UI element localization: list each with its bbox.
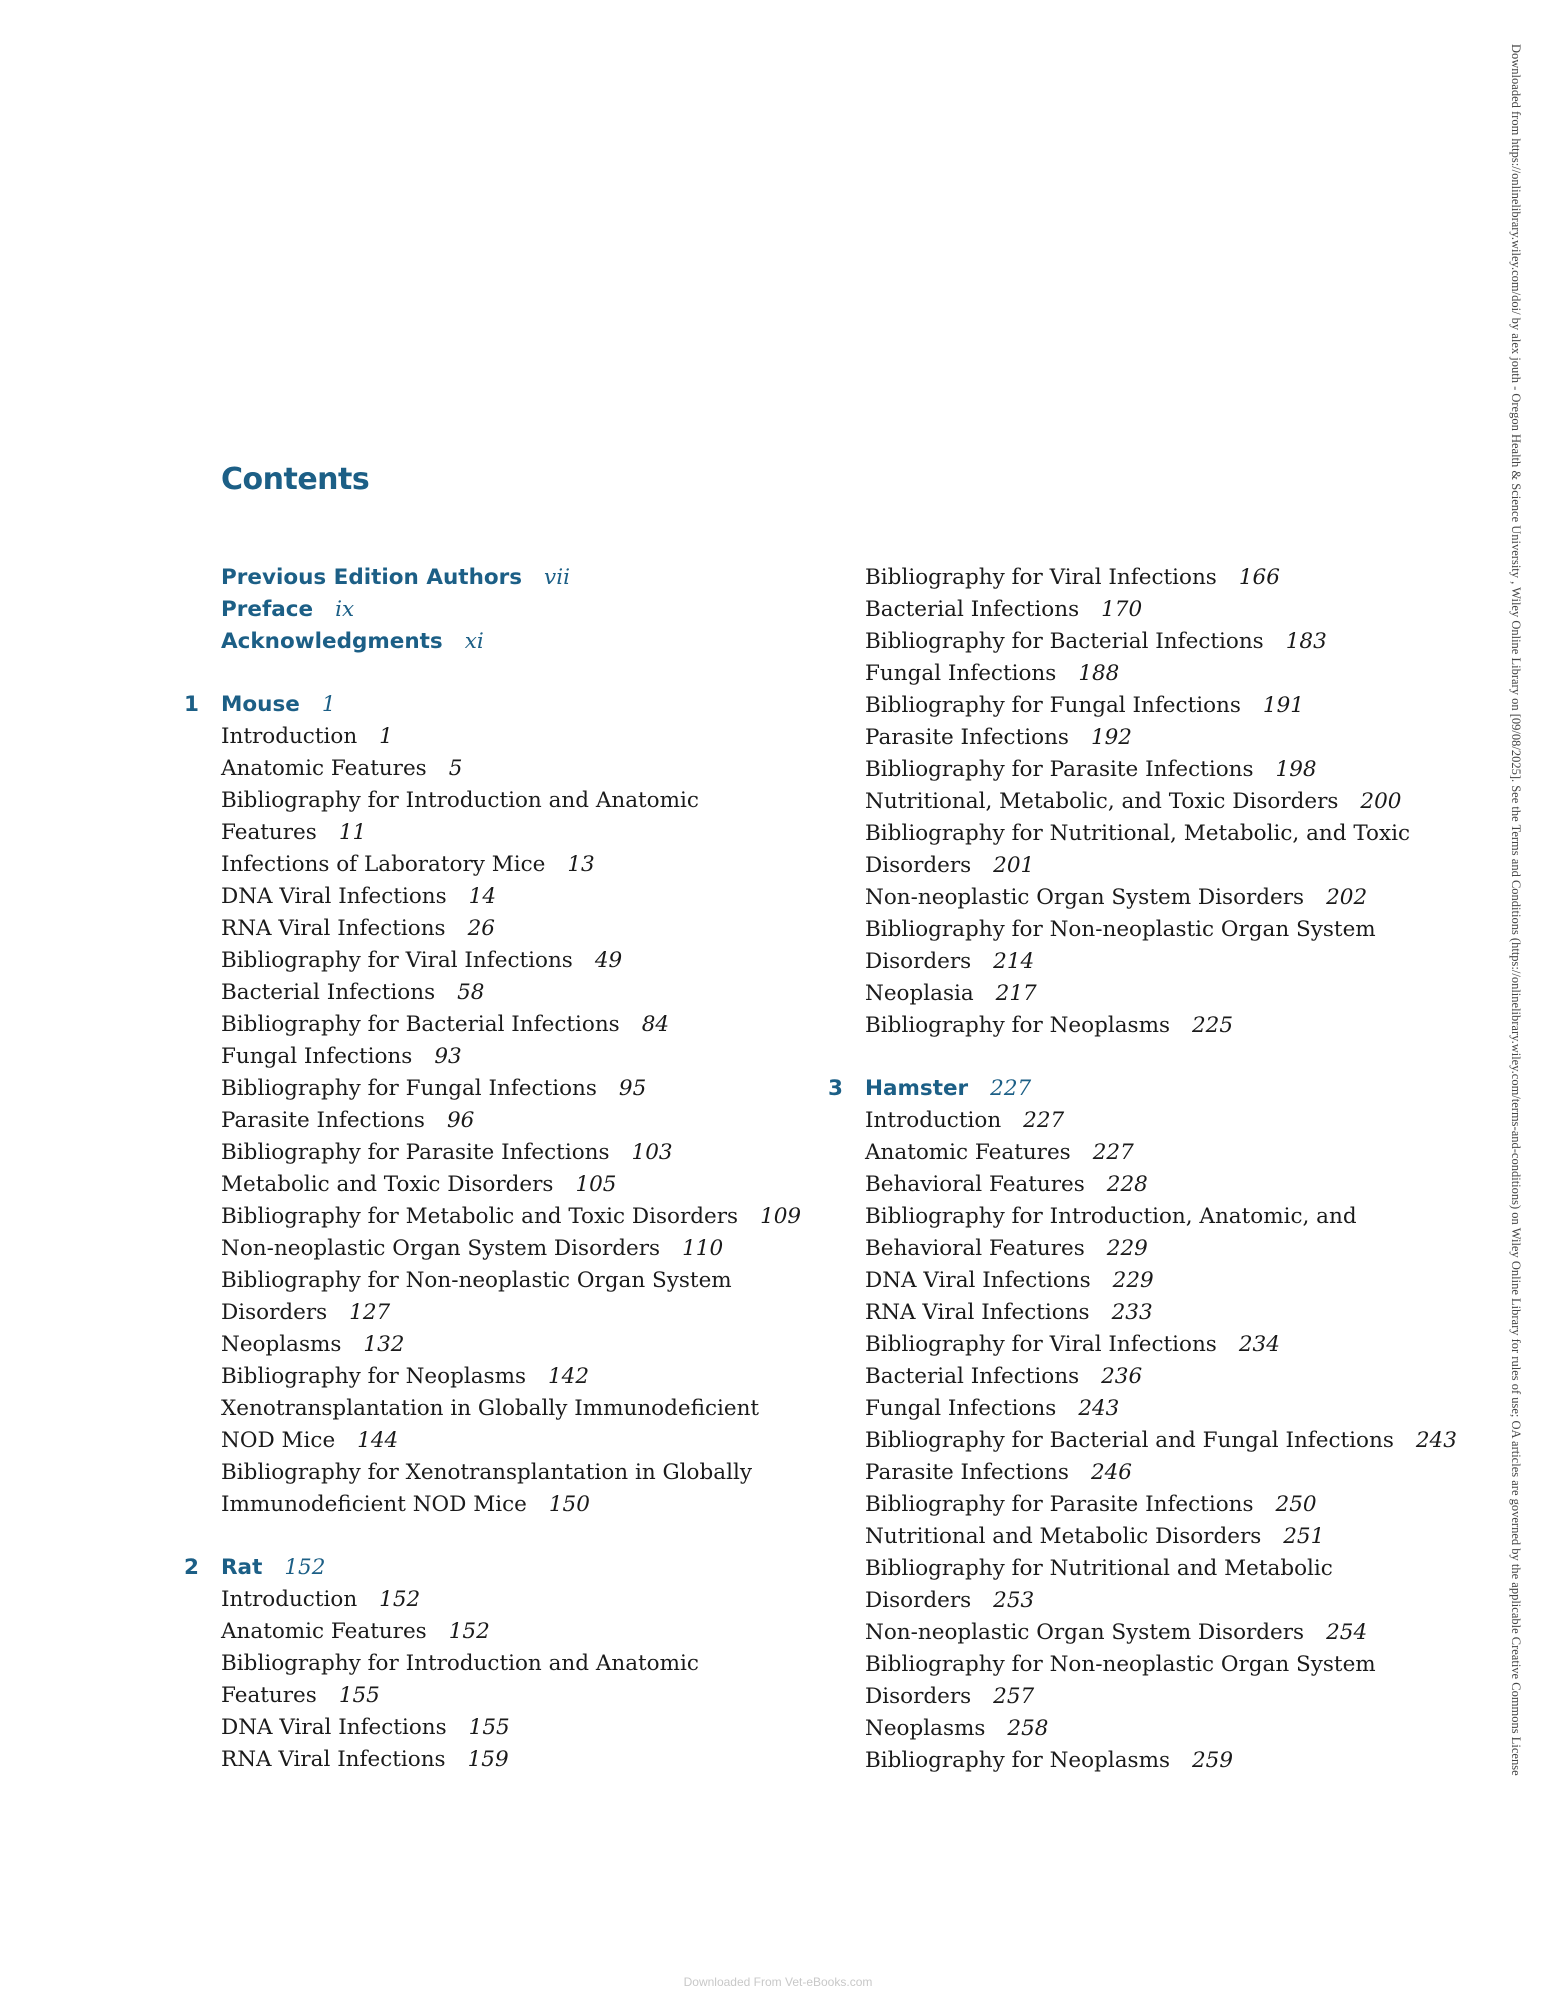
toc-entry (865, 1233, 1505, 1265)
toc-entry (865, 818, 1505, 850)
toc-entry (221, 1265, 861, 1297)
toc-page-number: 253 (993, 1588, 1035, 1613)
toc-entry (865, 1297, 1505, 1329)
toc-entry (865, 722, 1505, 754)
toc-front-matter-entry (221, 594, 861, 626)
toc-entry-title: Bibliography for Introduction, Anatomic, and (865, 1204, 1357, 1229)
toc-page-number: 14 (468, 884, 497, 909)
toc-spacer (221, 1521, 861, 1552)
toc-page-number: vii (544, 565, 570, 590)
toc-entry-title: Nutritional and Metabolic Disorders (865, 1524, 1262, 1549)
toc-entry-title: Bibliography for Neoplasms (865, 1748, 1170, 1773)
toc-entry (221, 1297, 861, 1329)
toc-page-number: 166 (1238, 565, 1280, 590)
toc-entry (865, 1585, 1505, 1617)
toc-entry-title: Bibliography for Bacterial Infections (865, 629, 1264, 654)
toc-page-number: 200 (1360, 789, 1402, 814)
toc-page-number: 155 (338, 1683, 380, 1708)
toc-entry (865, 978, 1505, 1010)
toc-entry (865, 1745, 1505, 1777)
toc-entry-title: Parasite Infections (865, 725, 1069, 750)
toc-entry (865, 882, 1505, 914)
toc-entry (865, 1169, 1505, 1201)
toc-page-number: 1 (379, 724, 393, 749)
toc-page-number: 229 (1112, 1268, 1154, 1293)
toc-entry (221, 1712, 861, 1744)
toc-page-number: 49 (594, 948, 623, 973)
toc-entry (865, 850, 1505, 882)
toc-entry (865, 1329, 1505, 1361)
toc-page-number: 254 (1326, 1620, 1368, 1645)
toc-page-number: 109 (760, 1204, 802, 1229)
toc-entry-title: Bibliography for Non-neoplastic Organ System (865, 917, 1376, 942)
toc-entry-title: Acknowledgments (221, 629, 443, 654)
toc-page-number: 95 (618, 1076, 647, 1101)
toc-entry-title: Features (221, 1683, 317, 1708)
toc-page-number: 110 (682, 1236, 724, 1261)
toc-entry-title: Bibliography for Parasite Infections (865, 757, 1254, 782)
toc-page-number: 233 (1111, 1300, 1153, 1325)
side-notice-text: Downloaded from https://onlinelibrary.wiley.com/doi/ by alex jouth - Oregon Health & Science University , Wiley Online Library on [09/08/2025]. See the Terms and Conditions (https://onlinelibrary.wiley.com/terms-and-conditions) on Wiley Online Library for rules of use; OA articles are governed by the applicable Creative Commons License (1509, 44, 1523, 1776)
toc-entry-title: DNA Viral Infections (221, 1715, 447, 1740)
toc-page-number: 191 (1262, 693, 1304, 718)
toc-spacer (865, 1042, 1505, 1073)
toc-page-number: 103 (631, 1140, 673, 1165)
toc-entry-title: Bibliography for Nutritional and Metabolic (865, 1556, 1333, 1581)
toc-entry-title: Bibliography for Fungal Infections (221, 1076, 597, 1101)
toc-entry (221, 1233, 861, 1265)
chapter-number: 2 (184, 1555, 199, 1580)
chapter-number: 1 (184, 692, 199, 717)
toc-page-number: 243 (1415, 1428, 1457, 1453)
toc-entry (865, 786, 1505, 818)
toc-entry-title: Immunodeficient NOD Mice (221, 1492, 527, 1517)
toc-spacer (221, 658, 861, 689)
toc-entry-title: Disorders (221, 1300, 328, 1325)
toc-entry (221, 1457, 861, 1489)
toc-entry (221, 1744, 861, 1776)
toc-entry-title: Bibliography for Viral Infections (865, 1332, 1217, 1357)
toc-page-number: 258 (1007, 1716, 1049, 1741)
toc-entry-title: Fungal Infections (865, 661, 1057, 686)
toc-page-number: 144 (357, 1428, 399, 1453)
toc-entry-title: Anatomic Features (221, 1619, 427, 1644)
toc-page-number: 227 (1092, 1140, 1134, 1165)
toc-page-number: 229 (1106, 1236, 1148, 1261)
toc-entry-title: Non-neoplastic Organ System Disorders (221, 1236, 661, 1261)
toc-entry-title: Neoplasms (221, 1332, 342, 1357)
toc-entry (221, 753, 861, 785)
toc-page-number: 183 (1285, 629, 1327, 654)
toc-entry-title: Introduction (221, 724, 358, 749)
toc-page-number: 127 (349, 1300, 391, 1325)
toc-entry (865, 1010, 1505, 1042)
toc-entry (865, 1393, 1505, 1425)
toc-page-number: 259 (1192, 1748, 1234, 1773)
toc-entry (221, 1041, 861, 1073)
toc-entry-title: Disorders (865, 853, 972, 878)
toc-page-number: 170 (1101, 597, 1143, 622)
toc-entry-title: Bibliography for Metabolic and Toxic Disorders (221, 1204, 739, 1229)
toc-entry-title: Neoplasms (865, 1716, 986, 1741)
toc-entry (865, 1713, 1505, 1745)
toc-page-number: 132 (363, 1332, 405, 1357)
toc-entry-title: Parasite Infections (865, 1460, 1069, 1485)
toc-entry (865, 1489, 1505, 1521)
toc-entry (865, 1457, 1505, 1489)
toc-entry-title: Bacterial Infections (865, 1364, 1080, 1389)
toc-entry-title: Bibliography for Introduction and Anatomic (221, 1651, 699, 1676)
toc-entry-title: Bibliography for Neoplasms (221, 1364, 526, 1389)
toc-entry (221, 1584, 861, 1616)
toc-entry-title: Preface (221, 597, 314, 622)
toc-entry (221, 817, 861, 849)
toc-page-number: 227 (990, 1076, 1032, 1101)
toc-entry (221, 977, 861, 1009)
toc-entry (221, 1489, 861, 1521)
toc-entry (865, 658, 1505, 690)
toc-entry-title: RNA Viral Infections (221, 916, 446, 941)
toc-entry-title: Mouse (221, 692, 300, 717)
toc-entry (221, 1137, 861, 1169)
toc-entry-title: Bibliography for Non-neoplastic Organ System (865, 1652, 1376, 1677)
toc-entry-title: Anatomic Features (221, 756, 427, 781)
toc-page-number: 150 (548, 1492, 590, 1517)
toc-entry (221, 881, 861, 913)
toc-front-matter-entry (221, 562, 861, 594)
toc-page-number: 250 (1275, 1492, 1317, 1517)
footer-watermark: Downloaded From Vet-eBooks.com (683, 1975, 873, 1989)
toc-entry-title: Neoplasia (865, 981, 974, 1006)
toc-entry-title: Nutritional, Metabolic, and Toxic Disorders (865, 789, 1339, 814)
toc-entry (865, 754, 1505, 786)
toc-entry-title: Disorders (865, 949, 972, 974)
toc-page-number: 234 (1238, 1332, 1280, 1357)
toc-entry (865, 594, 1505, 626)
toc-entry-title: Infections of Laboratory Mice (221, 852, 546, 877)
toc-entry-title: Bacterial Infections (221, 980, 436, 1005)
toc-left-column (184, 562, 861, 1776)
toc-entry (221, 1073, 861, 1105)
toc-entry-title: Xenotransplantation in Globally Immunodeficient (221, 1396, 760, 1421)
toc-entry-title: NOD Mice (221, 1428, 336, 1453)
toc-entry-title: Behavioral Features (865, 1172, 1085, 1197)
toc-page-number: 11 (338, 820, 367, 845)
toc-entry-title: Metabolic and Toxic Disorders (221, 1172, 554, 1197)
toc-page-number: 198 (1275, 757, 1317, 782)
toc-entry-title: Bibliography for Parasite Infections (865, 1492, 1254, 1517)
toc-entry-title: RNA Viral Infections (221, 1747, 446, 1772)
side-download-notice (1511, 44, 1525, 1964)
toc-page-number: 159 (467, 1747, 509, 1772)
toc-entry-title: Bibliography for Parasite Infections (221, 1140, 610, 1165)
toc-entry (221, 1169, 861, 1201)
toc-page-number: ix (335, 597, 355, 622)
toc-entry (221, 1648, 861, 1680)
toc-page-number: 105 (575, 1172, 617, 1197)
toc-front-matter-entry (221, 626, 861, 658)
toc-entry-title: Hamster (865, 1076, 969, 1101)
toc-entry-title: Non-neoplastic Organ System Disorders (865, 1620, 1305, 1645)
toc-page-number: 152 (448, 1619, 490, 1644)
toc-page-number: 225 (1192, 1013, 1234, 1038)
toc-page-number: 13 (567, 852, 595, 877)
toc-page-number: 246 (1090, 1460, 1132, 1485)
toc-page-number: 188 (1078, 661, 1120, 686)
toc-entry (221, 1009, 861, 1041)
toc-entry-title: DNA Viral Infections (221, 884, 447, 909)
toc-entry-title: Bibliography for Bacterial Infections (221, 1012, 620, 1037)
toc-entry-title: Bibliography for Non-neoplastic Organ System (221, 1268, 732, 1293)
toc-page-number: 217 (995, 981, 1037, 1006)
toc-entry (865, 690, 1505, 722)
toc-entry-title: Parasite Infections (221, 1108, 425, 1133)
toc-entry-title: Bacterial Infections (865, 597, 1080, 622)
toc-entry (221, 1680, 861, 1712)
toc-page-number: 202 (1326, 885, 1368, 910)
toc-entry (221, 945, 861, 977)
toc-entry (221, 1105, 861, 1137)
toc-entry-title: Bibliography for Bacterial and Fungal Infections (865, 1428, 1394, 1453)
toc-entry (865, 1361, 1505, 1393)
toc-entry (221, 849, 861, 881)
toc-entry (221, 721, 861, 753)
toc-entry-title: Non-neoplastic Organ System Disorders (865, 885, 1305, 910)
toc-page-number: 227 (1023, 1108, 1065, 1133)
toc-entry-title: Anatomic Features (865, 1140, 1071, 1165)
toc-page-number: 84 (641, 1012, 670, 1037)
toc-page-number: 201 (993, 853, 1035, 878)
toc-page-number: 192 (1090, 725, 1132, 750)
toc-entry-title: Disorders (865, 1588, 972, 1613)
toc-page-number: 236 (1101, 1364, 1143, 1389)
toc-entry (221, 1329, 861, 1361)
toc-page-number: 243 (1078, 1396, 1120, 1421)
toc-entry (865, 914, 1505, 946)
toc-page-number: 251 (1283, 1524, 1325, 1549)
toc-entry (221, 1425, 861, 1457)
toc-page-number: 155 (468, 1715, 510, 1740)
toc-page-number: 257 (993, 1684, 1035, 1709)
toc-entry (865, 1137, 1505, 1169)
toc-entry (221, 1361, 861, 1393)
toc-page-number: 5 (448, 756, 463, 781)
toc-entry (221, 785, 861, 817)
toc-page-number: 96 (446, 1108, 475, 1133)
toc-chapter-heading (184, 689, 861, 721)
toc-entry (221, 1393, 861, 1425)
toc-entry-title: Previous Edition Authors (221, 565, 523, 590)
toc-entry-title: DNA Viral Infections (865, 1268, 1091, 1293)
toc-chapter-heading (828, 1073, 1505, 1105)
toc-page-number: 93 (434, 1044, 462, 1069)
toc-entry (865, 562, 1505, 594)
toc-entry-title: Fungal Infections (865, 1396, 1057, 1421)
toc-entry (865, 626, 1505, 658)
toc-page-number: 214 (993, 949, 1035, 974)
page-title: Contents (221, 462, 370, 497)
toc-entry-title: Bibliography for Nutritional, Metabolic, and Toxic (865, 821, 1411, 846)
toc-entry (865, 1617, 1505, 1649)
toc-entry (865, 1521, 1505, 1553)
toc-entry (221, 913, 861, 945)
toc-entry (865, 1201, 1505, 1233)
toc-entry (865, 1649, 1505, 1681)
toc-entry (865, 1265, 1505, 1297)
toc-entry-title: RNA Viral Infections (865, 1300, 1090, 1325)
chapter-number: 3 (828, 1076, 843, 1101)
toc-entry-title: Introduction (221, 1587, 358, 1612)
toc-entry-title: Fungal Infections (221, 1044, 413, 1069)
toc-entry (865, 1425, 1505, 1457)
toc-page-number: 152 (284, 1555, 326, 1580)
toc-entry-title: Bibliography for Viral Infections (221, 948, 573, 973)
toc-entry-title: Bibliography for Xenotransplantation in Globally (221, 1460, 752, 1485)
toc-page-number: 228 (1106, 1172, 1148, 1197)
toc-page-number: xi (464, 629, 484, 654)
toc-entry (865, 946, 1505, 978)
toc-entry-title: Behavioral Features (865, 1236, 1085, 1261)
toc-entry-title: Bibliography for Neoplasms (865, 1013, 1170, 1038)
toc-entry-title: Bibliography for Viral Infections (865, 565, 1217, 590)
toc-page-number: 152 (379, 1587, 421, 1612)
toc-page-number: 58 (457, 980, 485, 1005)
toc-page-number: 1 (321, 692, 336, 717)
toc-entry-title: Bibliography for Introduction and Anatomic (221, 788, 699, 813)
toc-entry (865, 1105, 1505, 1137)
toc-entry-title: Features (221, 820, 317, 845)
toc-entry (221, 1616, 861, 1648)
toc-right-column (828, 562, 1505, 1777)
toc-entry (865, 1553, 1505, 1585)
toc-entry-title: Disorders (865, 1684, 972, 1709)
toc-chapter-heading (184, 1552, 861, 1584)
toc-entry-title: Bibliography for Fungal Infections (865, 693, 1241, 718)
toc-entry-title: Introduction (865, 1108, 1002, 1133)
toc-page-number: 142 (548, 1364, 590, 1389)
toc-entry (221, 1201, 861, 1233)
toc-entry-title: Rat (221, 1555, 263, 1580)
toc-entry (865, 1681, 1505, 1713)
toc-page-number: 26 (467, 916, 495, 941)
